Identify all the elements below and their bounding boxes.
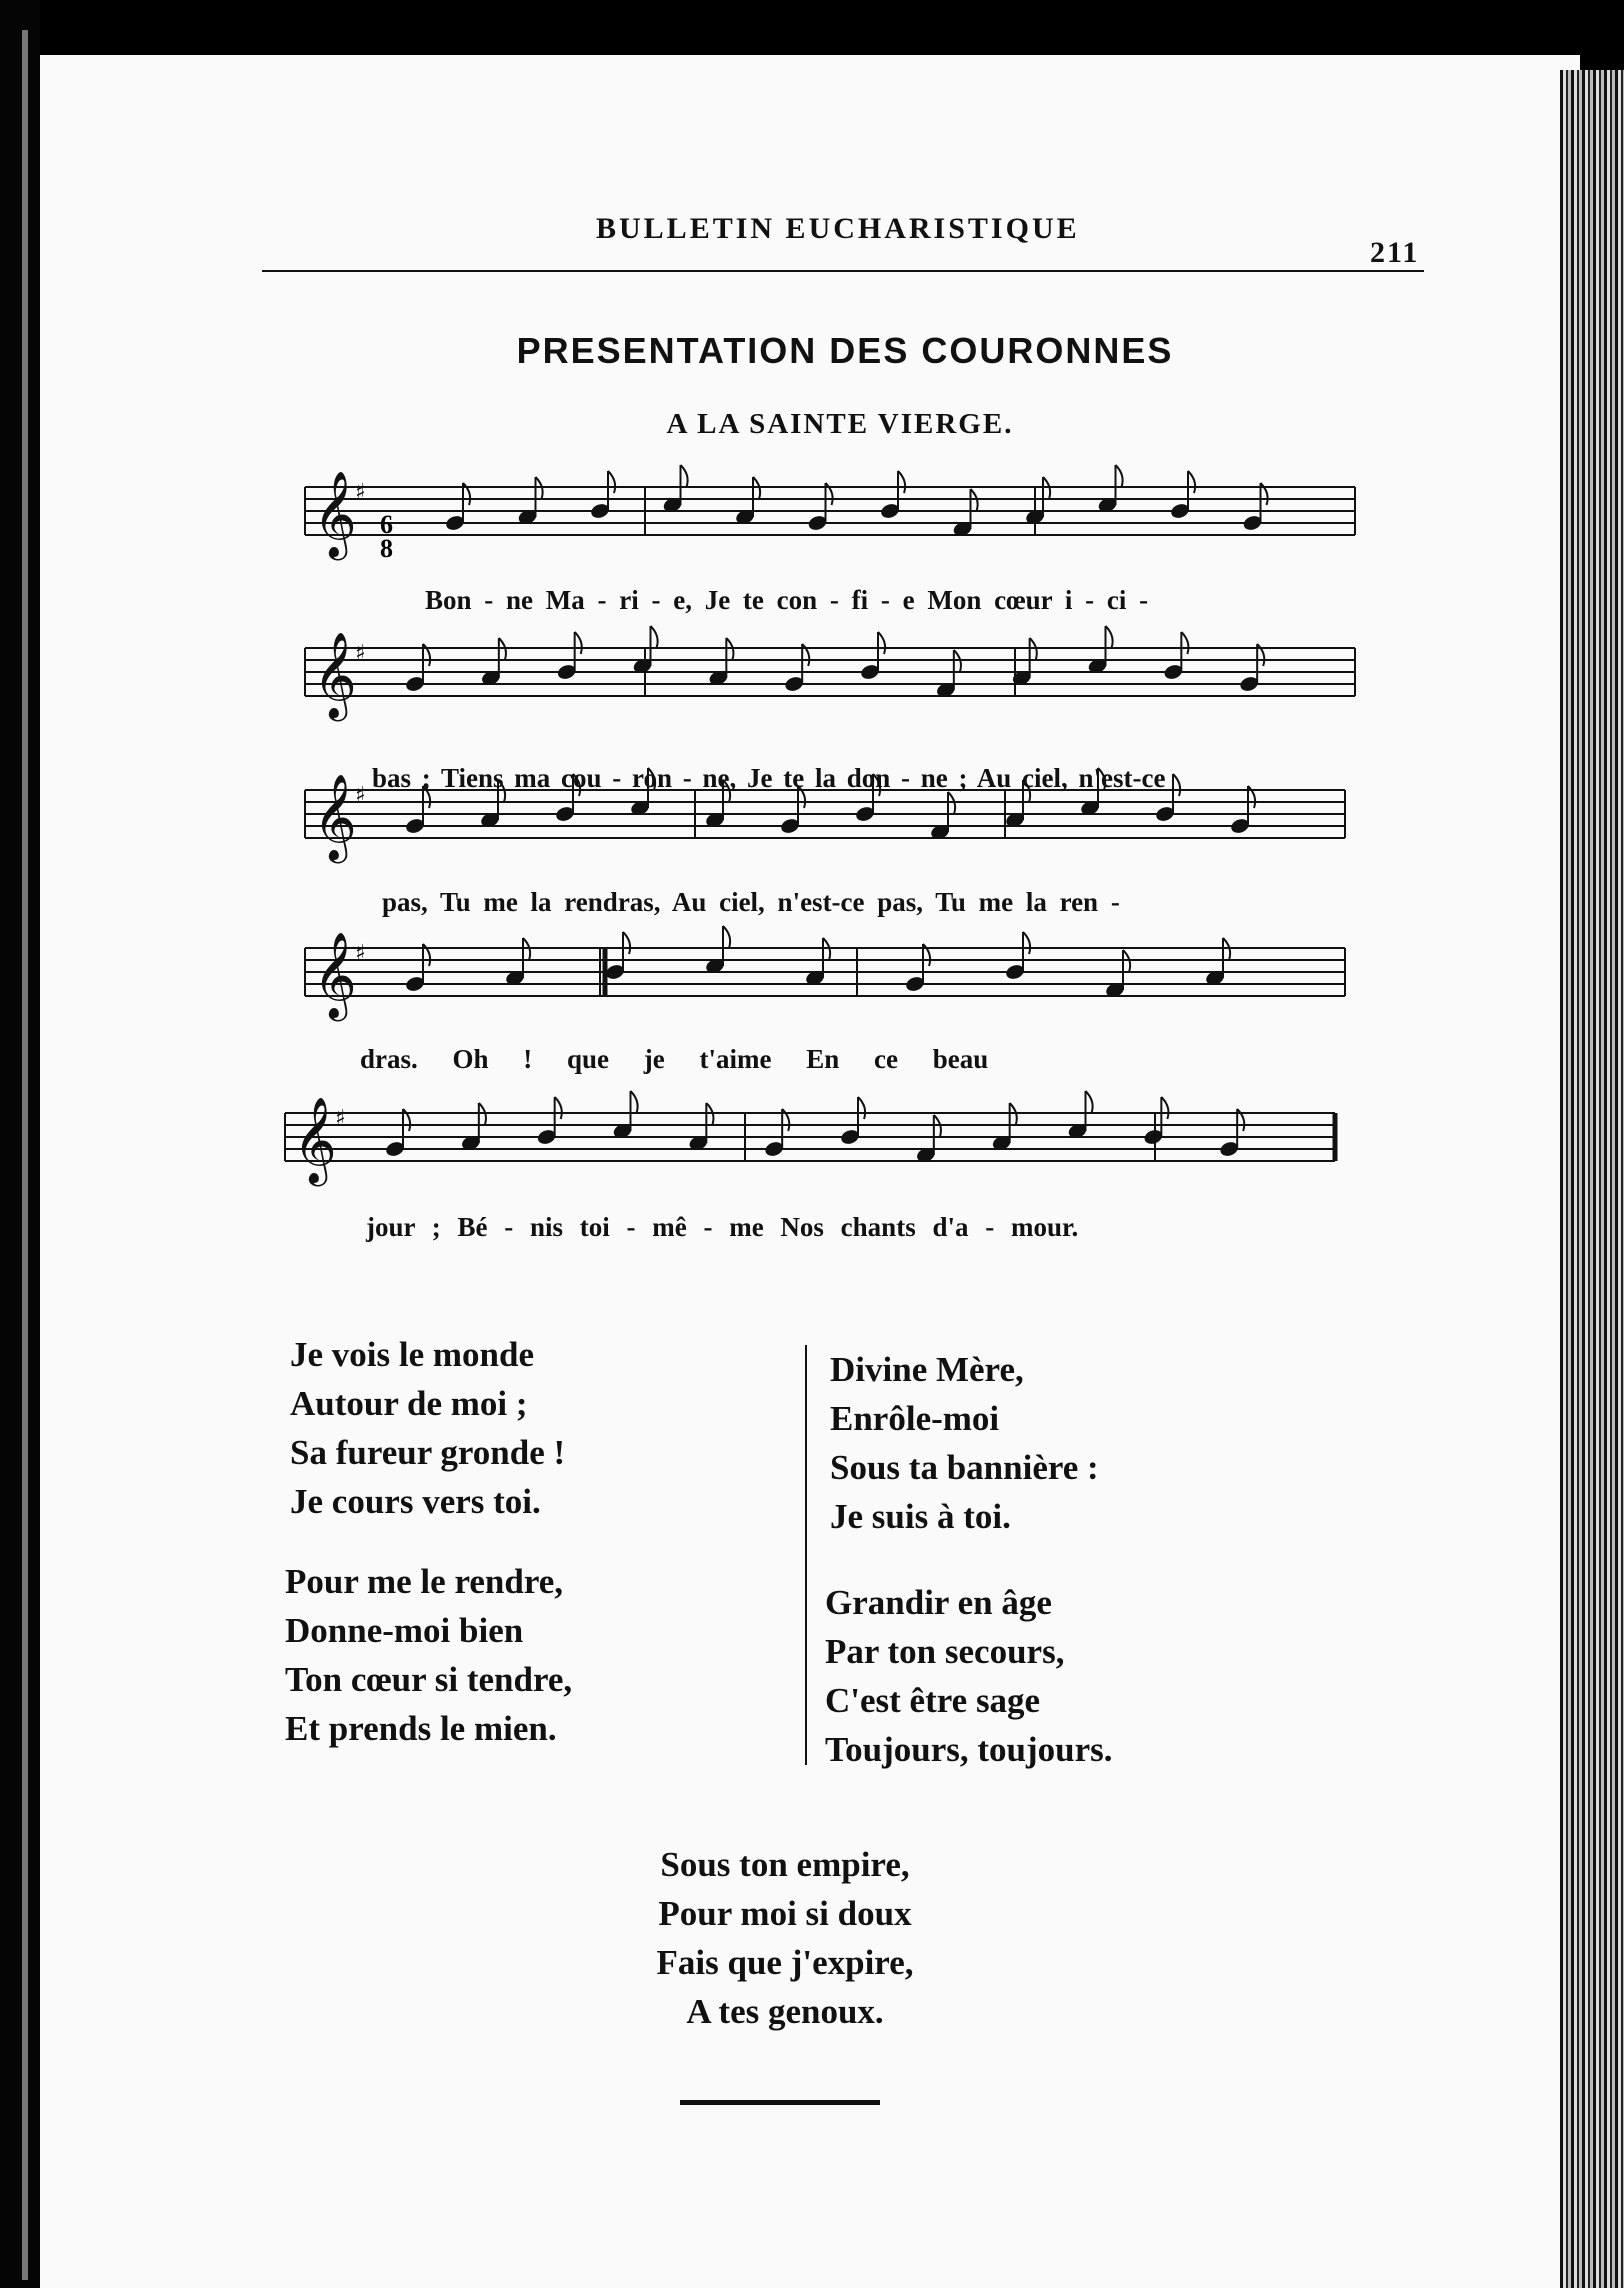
note-flag <box>878 632 885 654</box>
verse-line: Pour me le rendre, <box>285 1562 564 1601</box>
lyric-line-1: Bon - ne Ma - ri - e, Je te con - fi - e Mon cœur i - ci - <box>425 585 1149 615</box>
time-signature-top: 6 <box>380 510 393 539</box>
verse-line: Par ton secours, <box>825 1632 1065 1671</box>
verse-line: Et prends le mien. <box>285 1709 557 1748</box>
note-flag <box>631 1091 638 1113</box>
key-sharp-icon: ♯ <box>355 941 366 966</box>
verse-line: A tes genoux. <box>686 1992 884 2031</box>
note-flag <box>1188 471 1195 493</box>
verse-line: C'est être sage <box>825 1681 1041 1720</box>
verse-line: Sous ta bannière : <box>830 1448 1099 1487</box>
verse-line: Ton cœur si tendre, <box>285 1660 573 1699</box>
verse-line: Sa fureur gronde ! <box>290 1433 566 1472</box>
note-flag <box>1173 774 1180 796</box>
verse-line: Donne-moi bien <box>285 1611 524 1650</box>
note-flag <box>858 1097 865 1119</box>
key-sharp-icon: ♯ <box>355 641 366 666</box>
stanza-right-1 <box>830 1345 1099 1541</box>
lyric-line-3: pas, Tu me la rendras, Au ciel, n'est-ce pas, Tu me la ren - <box>382 887 1120 917</box>
stanza-left-2 <box>285 1557 572 1753</box>
treble-clef-icon: 𝄞 <box>313 471 357 557</box>
treble-clef-icon: 𝄞 <box>293 1097 337 1183</box>
verse-line: Grandir en âge <box>825 1583 1052 1622</box>
lyric-line-2: bas ; Tiens ma cou - ron - ne, Je te la don - ne ; Au ciel, n'est-ce <box>372 763 1166 793</box>
note-flag <box>681 465 688 487</box>
time-signature-bottom: 8 <box>380 534 393 563</box>
end-ornament-rule <box>680 2100 880 2105</box>
stanza-right-2 <box>825 1578 1113 1774</box>
song-title: PRESENTATION DES COURONNES <box>516 330 1174 371</box>
stanza-left-1 <box>290 1330 565 1526</box>
verse-line: Pour moi si doux <box>658 1894 912 1933</box>
note-flag <box>1086 1091 1093 1113</box>
key-sharp-icon: ♯ <box>355 480 366 505</box>
note-flag <box>1116 465 1123 487</box>
treble-clef-icon: 𝄞 <box>313 774 357 860</box>
lyric-line-5: jour ; Bé - nis toi - mê - me Nos chants d'a - mour. <box>366 1212 1079 1242</box>
lyric-line-4: dras. Oh ! que je t'aime En ce beau <box>360 1044 989 1074</box>
key-sharp-icon: ♯ <box>335 1106 346 1131</box>
verse-line: Je vois le monde <box>290 1335 535 1374</box>
stanza-final <box>620 1840 950 2036</box>
note-flag <box>1161 1097 1168 1119</box>
note-flag <box>1181 632 1188 654</box>
staff-lines <box>285 471 1355 1187</box>
note-flag <box>608 471 615 493</box>
note-flag <box>723 926 730 948</box>
verse-line: Toujours, toujours. <box>825 1730 1113 1769</box>
verse-line: Je cours vers toi. <box>290 1482 541 1521</box>
note-flag <box>623 932 630 954</box>
running-title: BULLETIN EUCHARISTIQUE <box>596 212 1080 245</box>
verse-line: Sous ton empire, <box>660 1845 910 1884</box>
verse-line: Autour de moi ; <box>290 1384 528 1423</box>
verse-line: Je suis à toi. <box>830 1497 1011 1536</box>
note-flag <box>575 632 582 654</box>
page-number: 211 <box>1370 236 1420 269</box>
verse-line: Divine Mère, <box>830 1350 1024 1389</box>
note-flag <box>898 471 905 493</box>
note-flag <box>555 1097 562 1119</box>
note-flag <box>1023 932 1030 954</box>
key-sharp-icon: ♯ <box>355 783 366 808</box>
song-subtitle: A LA SAINTE VIERGE. <box>666 408 1014 440</box>
verse-line: Fais que j'expire, <box>656 1943 914 1982</box>
verse-line: Enrôle-moi <box>830 1399 1000 1438</box>
note-flag <box>1106 626 1113 648</box>
column-divider <box>805 1345 807 1765</box>
treble-clef-icon: 𝄞 <box>313 632 357 718</box>
note-flag <box>651 626 658 648</box>
treble-clef-icon: 𝄞 <box>313 932 357 1018</box>
